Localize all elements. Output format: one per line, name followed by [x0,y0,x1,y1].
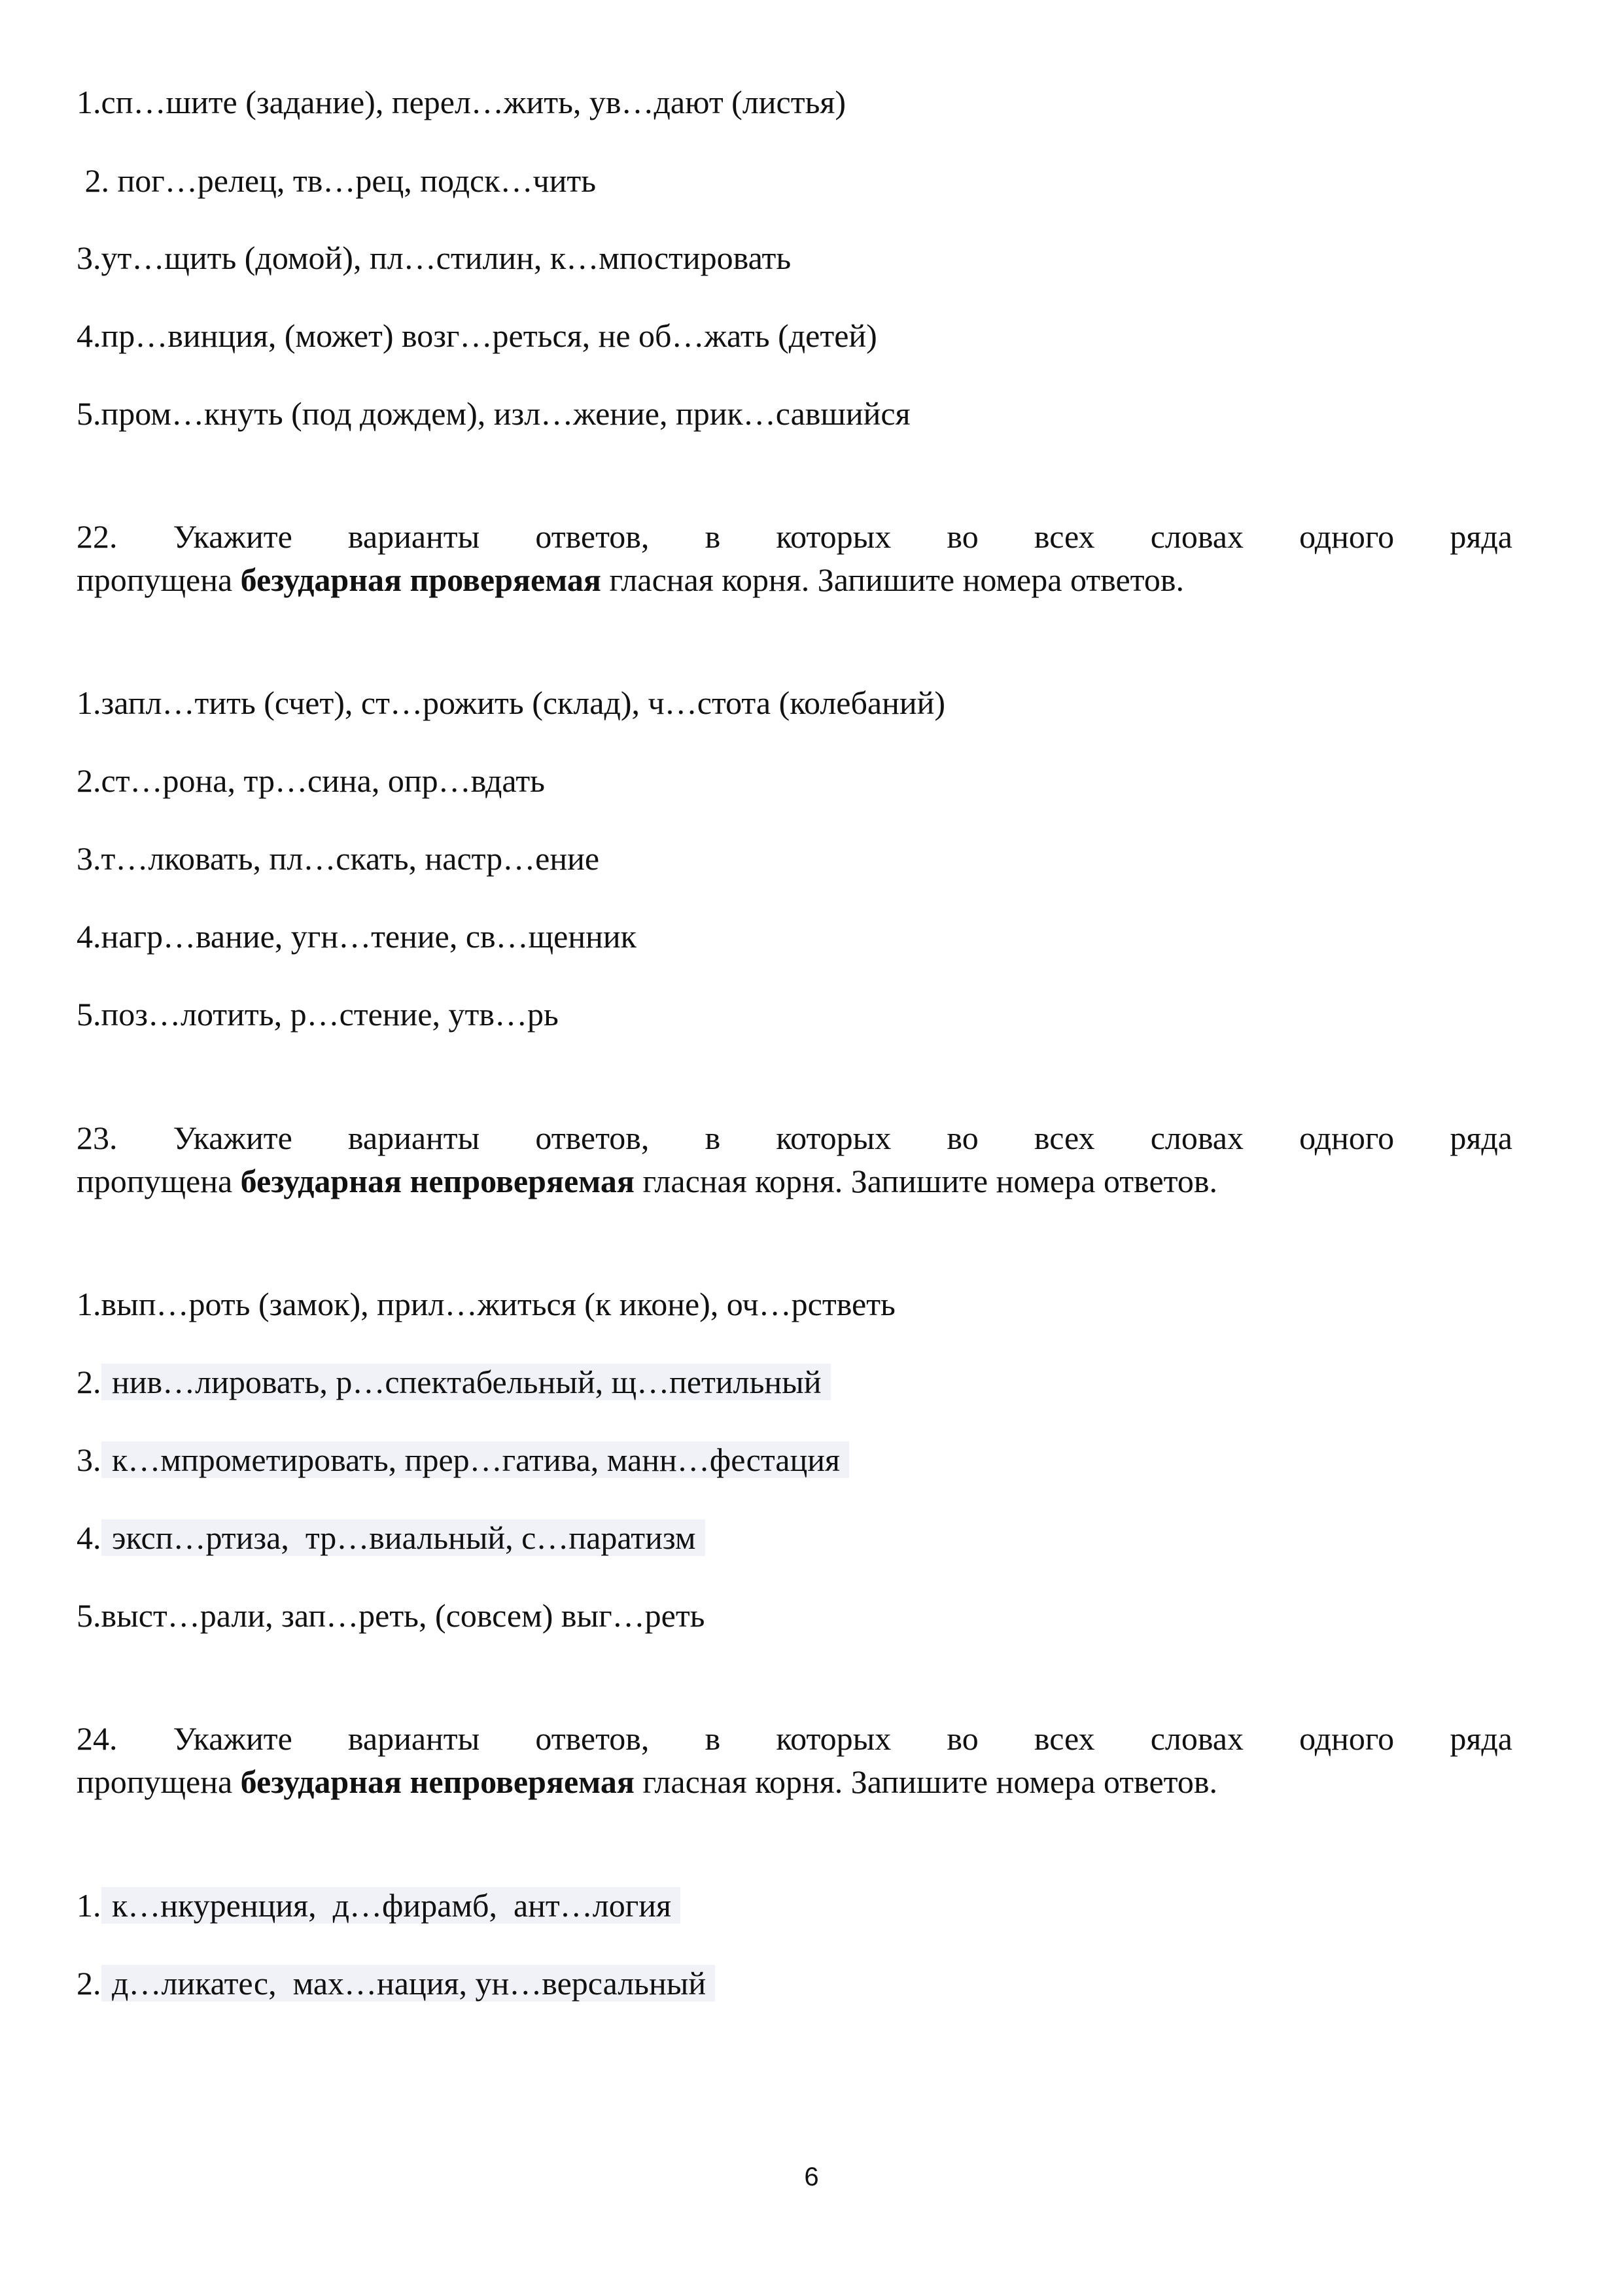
q23-prompt-prefix: пропущена [77,1163,241,1199]
q23-option-4 [77,1518,705,1557]
q23-option-2-highlight [101,1364,831,1400]
q22-option-5: 5.поз…лотить, р…стение, утв…рь [77,996,559,1033]
q24-prompt-line1: 24. Укажите варианты ответов, в которых во всех словах одного ряда [77,1720,1512,1757]
q22-prompt-suffix: гласная корня. Запишите номера ответов. [601,561,1184,598]
q22-prompt [77,515,1512,601]
q22-prompt-prefix: пропущена [77,561,241,598]
q23-prompt [77,1116,1512,1203]
q23-option-3-highlight [101,1441,850,1478]
q23-option-4-highlight [101,1519,705,1556]
q24-prompt-suffix: гласная корня. Запишите номера ответов. [634,1763,1217,1800]
q24-option-2-highlight [101,1965,716,2002]
q24-option-2-text: д…ликатес, мах…нация, ун…версальный [112,1965,707,2002]
q24-option-1-text: к…нкуренция, д…фирамб, ант…логия [112,1887,671,1924]
q24-prompt-bold: безударная непроверяемая [240,1763,635,1800]
q21-option-1: 1.сп…шите (задание), перел…жить, ув…дают (листья) [77,84,846,120]
q23-prompt-suffix: гласная корня. Запишите номера ответов. [634,1163,1217,1199]
q24-option-2-number: 2. [77,1965,101,2002]
q23-option-3 [77,1440,849,1479]
q22-option-2: 2.ст…рона, тр…сина, опр…вдать [77,762,545,799]
q23-option-2-number: 2. [77,1364,101,1400]
q23-option-3-text: к…мпрометировать, прер…гатива, манн…фестация [112,1441,840,1478]
q23-prompt-line1: 23. Укажите варианты ответов, в которых во всех словах одного ряда [77,1120,1512,1156]
page-number: 6 [804,2163,819,2191]
q21-option-5: 5.пром…кнуть (под дождем), изл…жение, прик…савшийся [77,395,911,432]
q24-option-1-highlight [101,1887,680,1924]
q22-option-1: 1.запл…тить (счет), ст…рожить (склад), ч…стота (колебаний) [77,684,946,721]
q24-option-1-number: 1. [77,1887,101,1924]
q24-option-2 [77,1964,715,2003]
q23-option-1: 1.вып…роть (замок), прил…житься (к иконе), оч…рстветь [77,1286,896,1322]
q21-option-3: 3.ут…щить (домой), пл…стилин, к…мпостировать [77,239,792,276]
q22-option-4: 4.нагр…вание, угн…тение, св…щенник [77,918,637,955]
q23-option-2-text: нив…лировать, р…спектабельный, щ…петильный [112,1364,822,1400]
q23-option-4-number: 4. [77,1519,101,1556]
q22-prompt-bold: безударная проверяемая [240,561,601,598]
q23-option-3-number: 3. [77,1441,101,1478]
q23-option-5: 5.выст…рали, зап…реть, (совсем) выг…реть [77,1597,705,1634]
q24-prompt-prefix: пропущена [77,1763,241,1800]
q24-option-1 [77,1886,680,1925]
q21-option-2: 2. пог…релец, тв…рец, подск…чить [77,162,597,199]
q23-option-4-text: эксп…ртиза, тр…виальный, с…паратизм [112,1519,696,1556]
q23-prompt-bold: безударная непроверяемая [240,1163,635,1199]
q21-option-4: 4.пр…винция, (может) возг…реться, не об…жать (детей) [77,317,877,354]
q22-option-3: 3.т…лковать, пл…скать, настр…ение [77,840,600,877]
q22-prompt-line1: 22. Укажите варианты ответов, в которых во всех словах одного ряда [77,518,1512,555]
q23-option-2 [77,1362,831,1402]
q24-prompt [77,1717,1512,1803]
